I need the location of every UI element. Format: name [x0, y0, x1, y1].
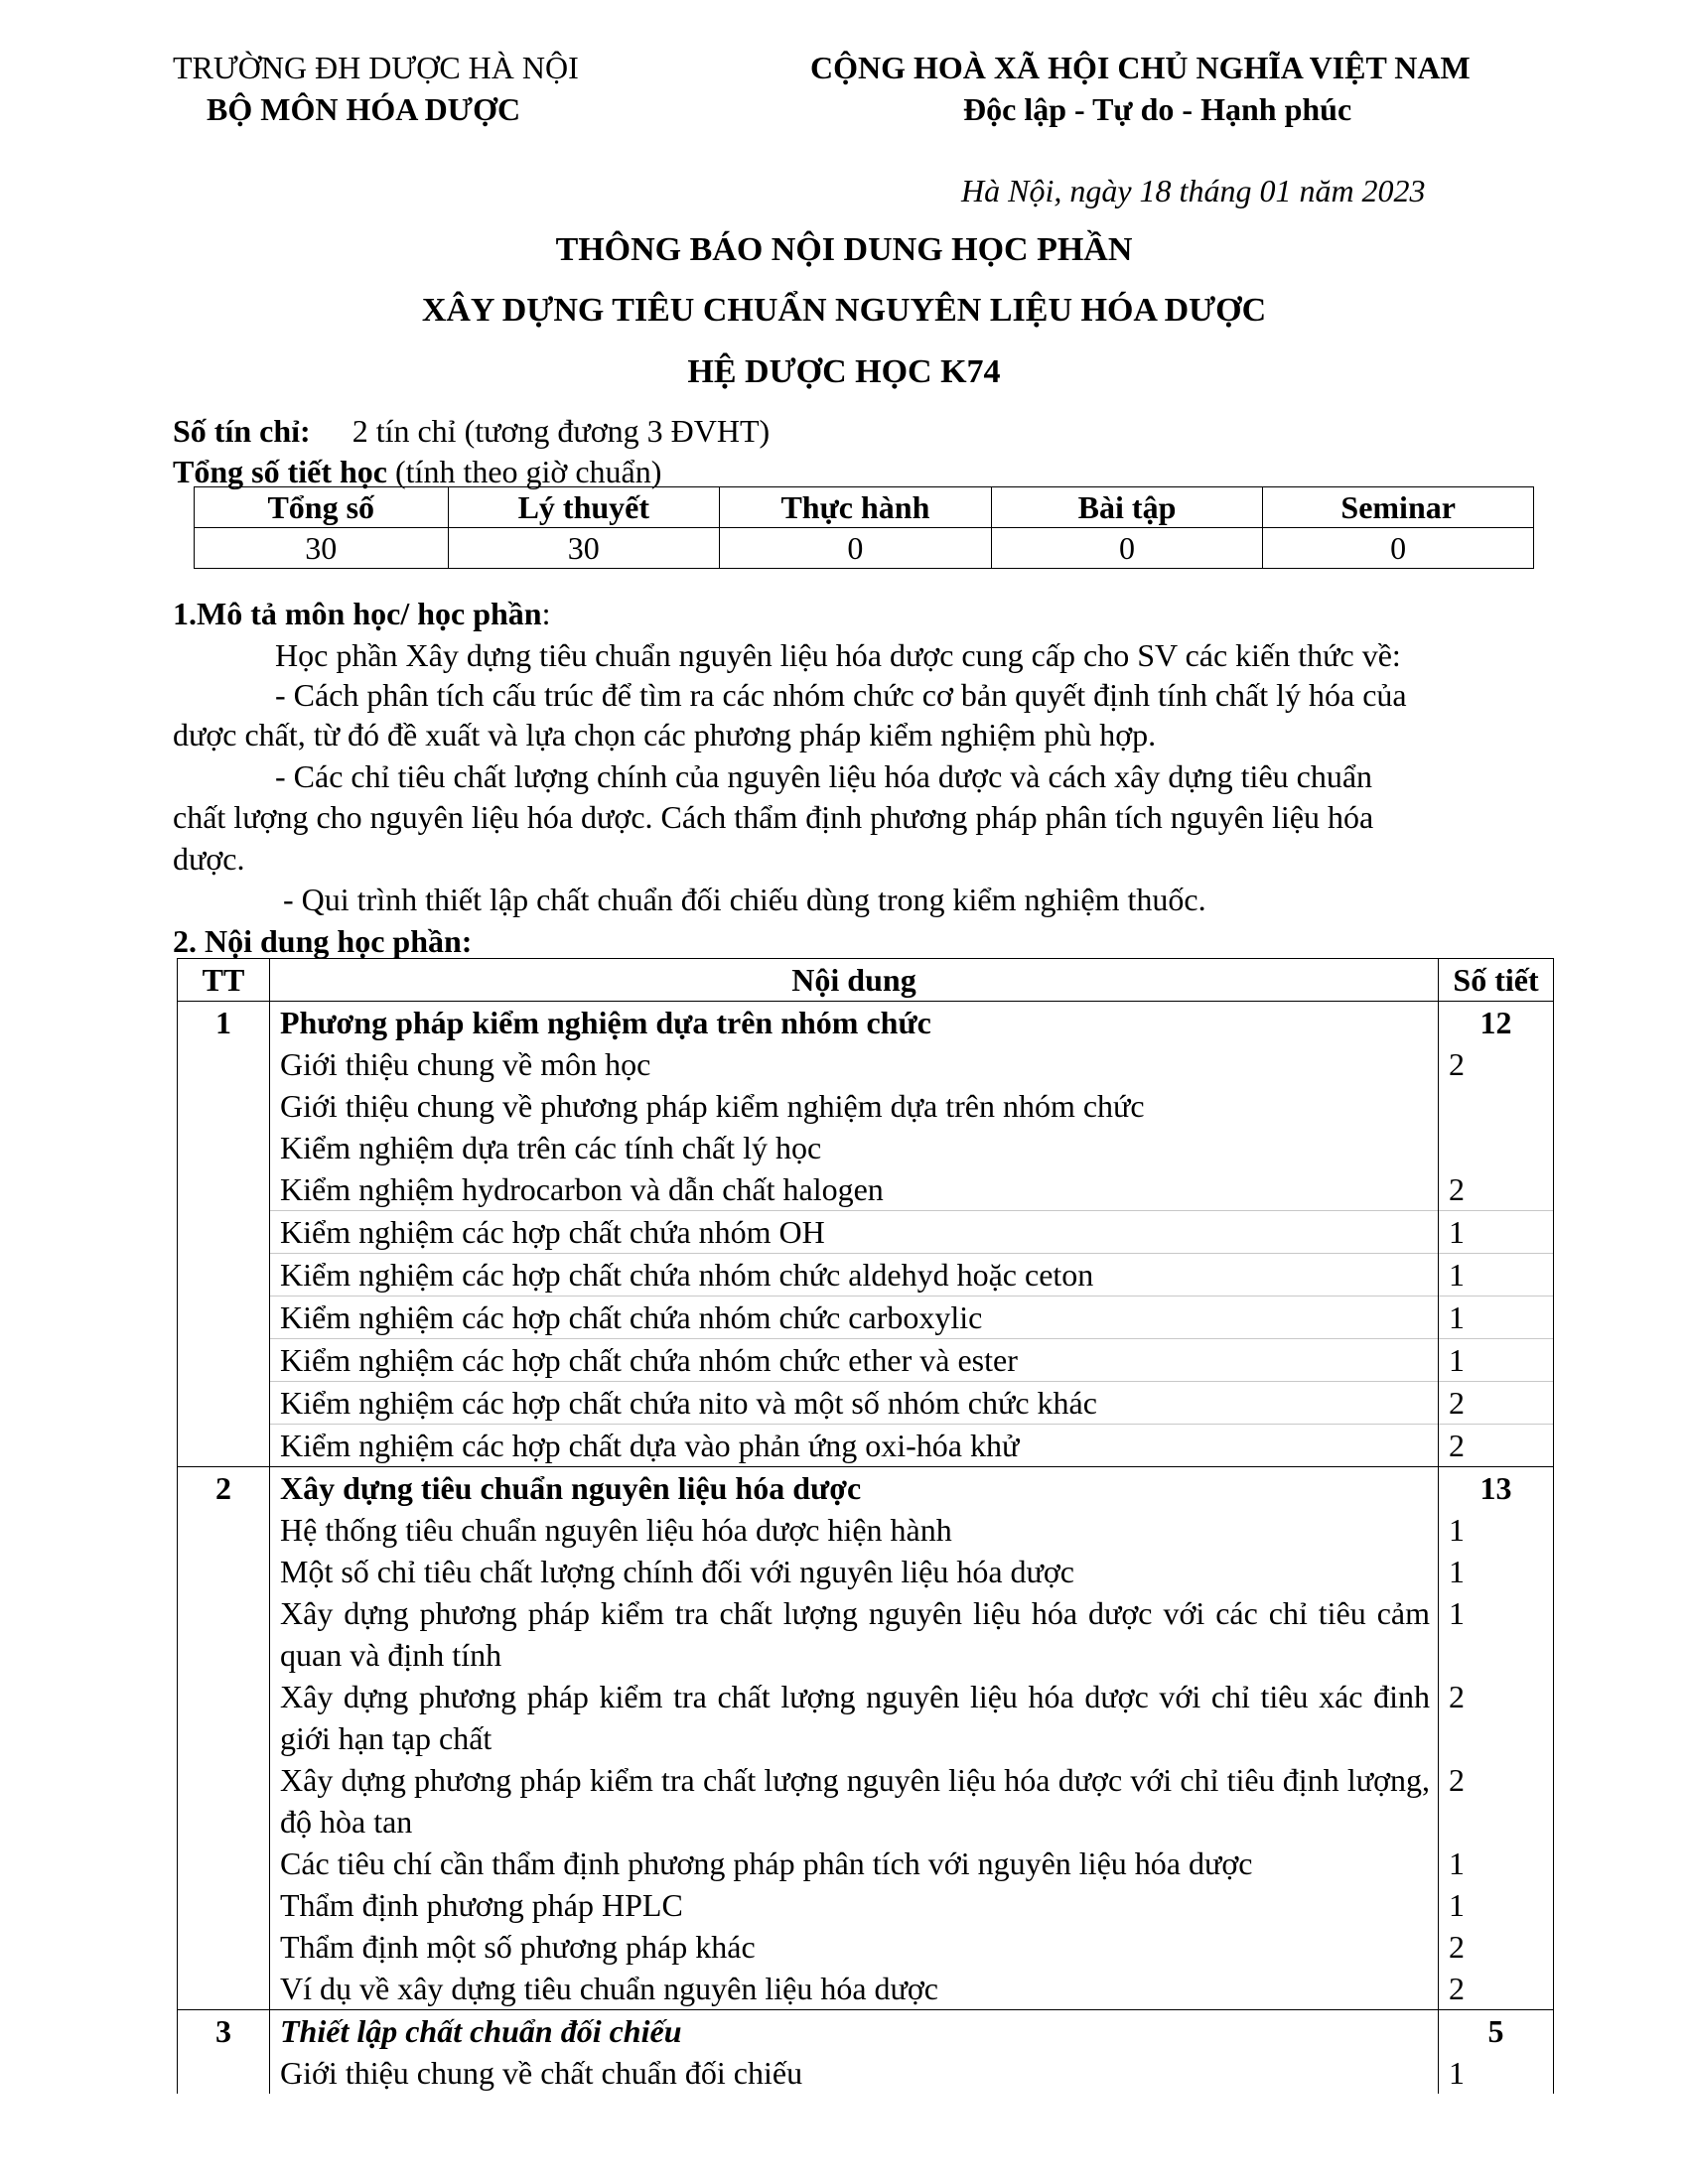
- school-name: TRƯỜNG ĐH DƯỢC HÀ NỘI: [173, 50, 579, 85]
- hours-table: [194, 486, 1534, 569]
- content-item-row: [178, 1968, 1554, 2010]
- content-item-text: Kiểm nghiệm các hợp chất dựa vào phản ứng oxi-hóa khử: [270, 1425, 1439, 1467]
- section-title: Thiết lập chất chuẩn đối chiếu: [280, 2013, 682, 2049]
- hours-value-exercise: 0: [991, 528, 1263, 569]
- content-item-hours: 2: [1439, 1968, 1554, 2010]
- content-heading: 2. Nội dung học phần:: [173, 923, 473, 959]
- content-item-hours: 1: [1439, 1843, 1554, 1884]
- content-item-hours: 2: [1439, 1382, 1554, 1425]
- hours-note: (tính theo giờ chuẩn): [395, 454, 662, 489]
- section-title: Xây dựng tiêu chuẩn nguyên liệu hóa dược: [280, 1470, 862, 1506]
- content-item-hours: 1: [1439, 1254, 1554, 1297]
- content-item-hours: 2: [1439, 1676, 1554, 1759]
- document-date: Hà Nội, ngày 18 tháng 01 năm 2023: [961, 173, 1426, 208]
- content-item-text: Giới thiệu chung về môn học: [270, 1043, 1439, 1085]
- content-item-text: Giới thiệu chung về phương pháp kiểm nghiệm dựa trên nhóm chức: [270, 1085, 1439, 1127]
- hours-header-theory: Lý thuyết: [448, 487, 720, 528]
- content-item-hours: 1: [1439, 1884, 1554, 1926]
- description-p2c: dược.: [173, 841, 245, 877]
- section-row: [178, 1002, 1554, 1044]
- description-p1a: - Cách phân tích cấu trúc để tìm ra các nhóm chức cơ bản quyết định tính chất lý hóa của: [275, 677, 1407, 713]
- description-heading-text: 1.Mô tả môn học/ học phần: [173, 596, 542, 631]
- content-item-row: [178, 1926, 1554, 1968]
- content-item-row: [178, 1592, 1554, 1676]
- content-item-hours: 1: [1439, 2052, 1554, 2094]
- hours-table-header: [195, 487, 1534, 528]
- hours-label: Tổng số tiết học: [173, 454, 387, 489]
- content-item-text: Kiểm nghiệm các hợp chất chứa nhóm OH: [270, 1211, 1439, 1254]
- hours-header-seminar: Seminar: [1263, 487, 1534, 528]
- content-item-text: Một số chỉ tiêu chất lượng chính đối với nguyên liệu hóa dược: [270, 1551, 1439, 1592]
- content-item-row: [178, 1127, 1554, 1168]
- content-item-hours: 1: [1439, 1551, 1554, 1592]
- content-item-row: [178, 1339, 1554, 1382]
- content-item-hours: 2: [1439, 1926, 1554, 1968]
- content-item-hours: 1: [1439, 1297, 1554, 1339]
- header-hours: Số tiết: [1439, 959, 1554, 1002]
- section-total-hours: 5: [1439, 2010, 1554, 2053]
- header-content: Nội dung: [270, 959, 1439, 1002]
- content-item-text: Kiểm nghiệm dựa trên các tính chất lý học: [270, 1127, 1439, 1168]
- content-item-text: Thẩm định một số phương pháp khác: [270, 1926, 1439, 1968]
- section-title: Phương pháp kiểm nghiệm dựa trên nhóm chức: [280, 1005, 931, 1040]
- content-item-text: Kiểm nghiệm các hợp chất chứa nito và một số nhóm chức khác: [270, 1382, 1439, 1425]
- content-table: [177, 958, 1554, 2094]
- section-number: 1: [178, 1002, 270, 1467]
- content-item-text: Xây dựng phương pháp kiểm tra chất lượng nguyên liệu hóa dược với các chỉ tiêu cảm quan và định tính: [270, 1592, 1439, 1676]
- hours-value-total: 30: [195, 528, 449, 569]
- hours-header-total: Tổng số: [195, 487, 449, 528]
- content-item-hours: [1439, 1085, 1554, 1127]
- country-name: CỘNG HOÀ XÃ HỘI CHỦ NGHĨA VIỆT NAM: [810, 50, 1471, 85]
- section-title-cell: [270, 1467, 1439, 1510]
- content-item-row: [178, 1676, 1554, 1759]
- content-item-hours: 2: [1439, 1168, 1554, 1211]
- content-item-row: [178, 1551, 1554, 1592]
- content-item-hours: 2: [1439, 1425, 1554, 1467]
- header-tt: TT: [178, 959, 270, 1002]
- section-row: [178, 2010, 1554, 2053]
- content-item-row: [178, 1043, 1554, 1085]
- content-item-hours: [1439, 1127, 1554, 1168]
- content-item-text: Thẩm định phương pháp HPLC: [270, 1884, 1439, 1926]
- description-p3: - Qui trình thiết lập chất chuẩn đối chiếu dùng trong kiểm nghiệm thuốc.: [283, 882, 1206, 917]
- content-item-text: Các tiêu chí cần thẩm định phương pháp phân tích với nguyên liệu hóa dược: [270, 1843, 1439, 1884]
- content-item-row: [178, 1297, 1554, 1339]
- section-total-hours: 12: [1439, 1002, 1554, 1044]
- content-item-text: Kiểm nghiệm các hợp chất chứa nhóm chức ether và ester: [270, 1339, 1439, 1382]
- content-item-hours: 1: [1439, 1211, 1554, 1254]
- section-number: 2: [178, 1467, 270, 2010]
- content-item-row: [178, 1168, 1554, 1211]
- description-heading: [173, 594, 550, 633]
- credits-line: [173, 411, 770, 451]
- national-motto: Độc lập - Tự do - Hạnh phúc: [963, 91, 1352, 127]
- content-item-hours: 1: [1439, 1509, 1554, 1551]
- content-item-row: [178, 1425, 1554, 1467]
- hours-value-theory: 30: [448, 528, 720, 569]
- hours-value-seminar: 0: [1263, 528, 1534, 569]
- credits-value: 2 tín chỉ (tương đương 3 ĐVHT): [352, 413, 771, 449]
- content-item-row: [178, 1884, 1554, 1926]
- content-item-text: Kiểm nghiệm hydrocarbon và dẫn chất halogen: [270, 1168, 1439, 1211]
- content-item-row: [178, 2052, 1554, 2094]
- hours-value-practice: 0: [720, 528, 992, 569]
- content-item-row: [178, 1254, 1554, 1297]
- content-item-row: [178, 1509, 1554, 1551]
- content-item-text: Kiểm nghiệm các hợp chất chứa nhóm chức aldehyd hoặc ceton: [270, 1254, 1439, 1297]
- department-name: BỘ MÔN HÓA DƯỢC: [207, 91, 521, 127]
- hours-table-values: [195, 528, 1534, 569]
- title-line-1: THÔNG BÁO NỘI DUNG HỌC PHẦN: [555, 231, 1133, 268]
- content-item-hours: 1: [1439, 1339, 1554, 1382]
- title-line-3: HỆ DƯỢC HỌC K74: [687, 353, 1001, 390]
- content-item-hours: 1: [1439, 1592, 1554, 1676]
- section-row: [178, 1467, 1554, 1510]
- content-item-text: Xây dựng phương pháp kiểm tra chất lượng nguyên liệu hóa dược với chỉ tiêu định lượng, độ hòa tan: [270, 1759, 1439, 1843]
- section-title-cell: [270, 2010, 1439, 2053]
- description-p2a: - Các chỉ tiêu chất lượng chính của nguyên liệu hóa dược và cách xây dựng tiêu chuẩn: [275, 758, 1373, 794]
- content-item-text: Giới thiệu chung về chất chuẩn đối chiếu: [270, 2052, 1439, 2094]
- content-item-text: Kiểm nghiệm các hợp chất chứa nhóm chức carboxylic: [270, 1297, 1439, 1339]
- content-table-header: [178, 959, 1554, 1002]
- content-item-hours: 2: [1439, 1759, 1554, 1843]
- description-heading-colon: :: [541, 596, 551, 631]
- section-total-hours: 13: [1439, 1467, 1554, 1510]
- content-item-text: Hệ thống tiêu chuẩn nguyên liệu hóa dược hiện hành: [270, 1509, 1439, 1551]
- content-item-row: [178, 1382, 1554, 1425]
- content-item-text: Ví dụ về xây dựng tiêu chuẩn nguyên liệu hóa dược: [270, 1968, 1439, 2010]
- content-item-row: [178, 1843, 1554, 1884]
- hours-header-exercise: Bài tập: [991, 487, 1263, 528]
- content-item-row: [178, 1211, 1554, 1254]
- credits-label: Số tín chỉ:: [173, 413, 311, 449]
- section-number: 3: [178, 2010, 270, 2095]
- content-item-row: [178, 1759, 1554, 1843]
- description-p1b: dược chất, từ đó đề xuất và lựa chọn các phương pháp kiểm nghiệm phù hợp.: [173, 717, 1157, 752]
- section-title-cell: [270, 1002, 1439, 1044]
- content-item-row: [178, 1085, 1554, 1127]
- hours-line: [173, 452, 661, 491]
- title-line-2: XÂY DỰNG TIÊU CHUẨN NGUYÊN LIỆU HÓA DƯỢC: [421, 292, 1267, 329]
- content-item-hours: 2: [1439, 1043, 1554, 1085]
- description-intro: Học phần Xây dựng tiêu chuẩn nguyên liệu hóa dược cung cấp cho SV các kiến thức về:: [275, 637, 1401, 673]
- content-item-text: Xây dựng phương pháp kiểm tra chất lượng nguyên liệu hóa dược với chỉ tiêu xác đinh giới hạn tạp chất: [270, 1676, 1439, 1759]
- description-p2b: chất lượng cho nguyên liệu hóa dược. Cách thẩm định phương pháp phân tích nguyên liệu hóa: [173, 799, 1374, 835]
- hours-header-practice: Thực hành: [720, 487, 992, 528]
